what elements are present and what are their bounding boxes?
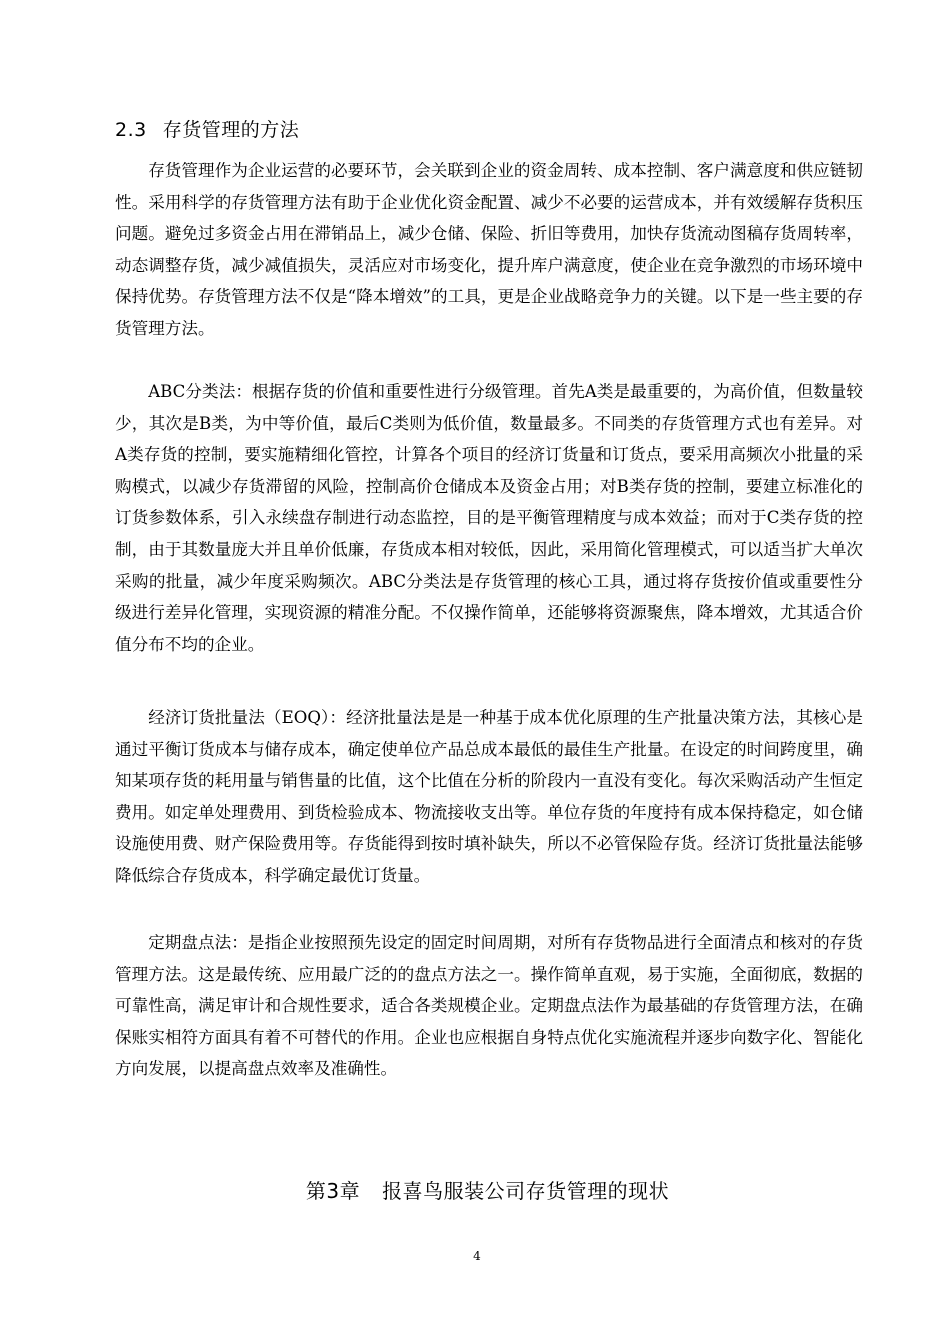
section-number: 2.3 — [115, 119, 147, 141]
paragraph-intro: 存货管理作为企业运营的必要环节，会关联到企业的资金周转、成本控制、客户满意度和供应链韧性。采用科学的存货管理方法有助于企业优化资金配置、减少不必要的运营成本，并有效缓解存货积压问题。避免过多资金占用在滞销品上，减少仓储、保险、折旧等费用，加快存货流动图稿存货周转率，动态调整存货，减少减值损失，灵活应对市场变化，提升库户满意度，使企业在竞争激烈的市场环境中保持优势。存货管理方法不仅是“降本增效”的工具，更是企业战略竞争力的关键。以下是一些主要的存货管理方法。 — [115, 161, 863, 338]
chapter-title: 报喜鸟服装公司存货管理的现状 — [382, 1179, 670, 1203]
section-title: 存货管理的方法 — [162, 119, 300, 141]
chapter-label: 第3章 — [305, 1179, 361, 1203]
paragraph-abc-method: ABC分类法：根据存货的价值和重要性进行分级管理。首先A类是最重要的，为高价值，但数量较少，其次是B类，为中等价值，最后C类则为低价值，数量最多。不同类的存货管理方式也有差异。对A类存货的控制，要实施精细化管控，计算各个项目的经济订货量和订货点，要采用高频次小批量的采购模式，以减少存货滞留的风险，控制高价仓储成本及资金占用；对B类存货的控制，要建立标准化的订货参数体系，引入永续盘存制进行动态监控，目的是平衡管理精度与成本效益；而对于C类存货的控制，由于其数量庞大并且单价低廉，存货成本相对较低，因此，采用简化管理模式，可以适当扩大单次采购的批量，减少年度采购频次。ABC分类法是存货管理的核心工具，通过将存货按价值或重要性分级进行差异化管理，实现资源的精准分配。不仅操作简单，还能够将资源聚焦，降本增效，尤其适合价值分布不均的企业。 — [115, 382, 863, 654]
page-number: 4 — [473, 1249, 481, 1263]
paragraph-eoq-method: 经济订货批量法（EOQ）：经济批量法是是一种基于成本优化原理的生产批量决策方法，其核心是通过平衡订货成本与储存成本，确定使单位产品总成本最低的最佳生产批量。在设定的时间跨度里，确知某项存货的耗用量与销售量的比值，这个比值在分析的阶段内一直没有变化。每次采购活动产生恒定费用。如定单处理费用、到货检验成本、物流接收支出等。单位存货的年度持有成本保持稳定，如仓储设施使用费、财产保险费用等。存货能得到按时填补缺失，所以不必管保险存货。经济订货批量法能够降低综合存货成本，科学确定最优订货量。 — [115, 708, 863, 885]
paragraph-periodic-count: 定期盘点法：是指企业按照预先设定的固定时间周期，对所有存货物品进行全面清点和核对的存货管理方法。这是最传统、应用最广泛的的盘点方法之一。操作简单直观，易于实施，全面彻底，数据的可靠性高，满足审计和合规性要求，适合各类规模企业。定期盘点法作为最基础的存货管理方法，在确保账实相符方面具有着不可替代的作用。企业也应根据自身特点优化实施流程并逐步向数字化、智能化方向发展，以提高盘点效率及准确性。 — [115, 933, 863, 1079]
chapter-heading — [0, 1176, 950, 1206]
section-heading — [115, 116, 299, 144]
